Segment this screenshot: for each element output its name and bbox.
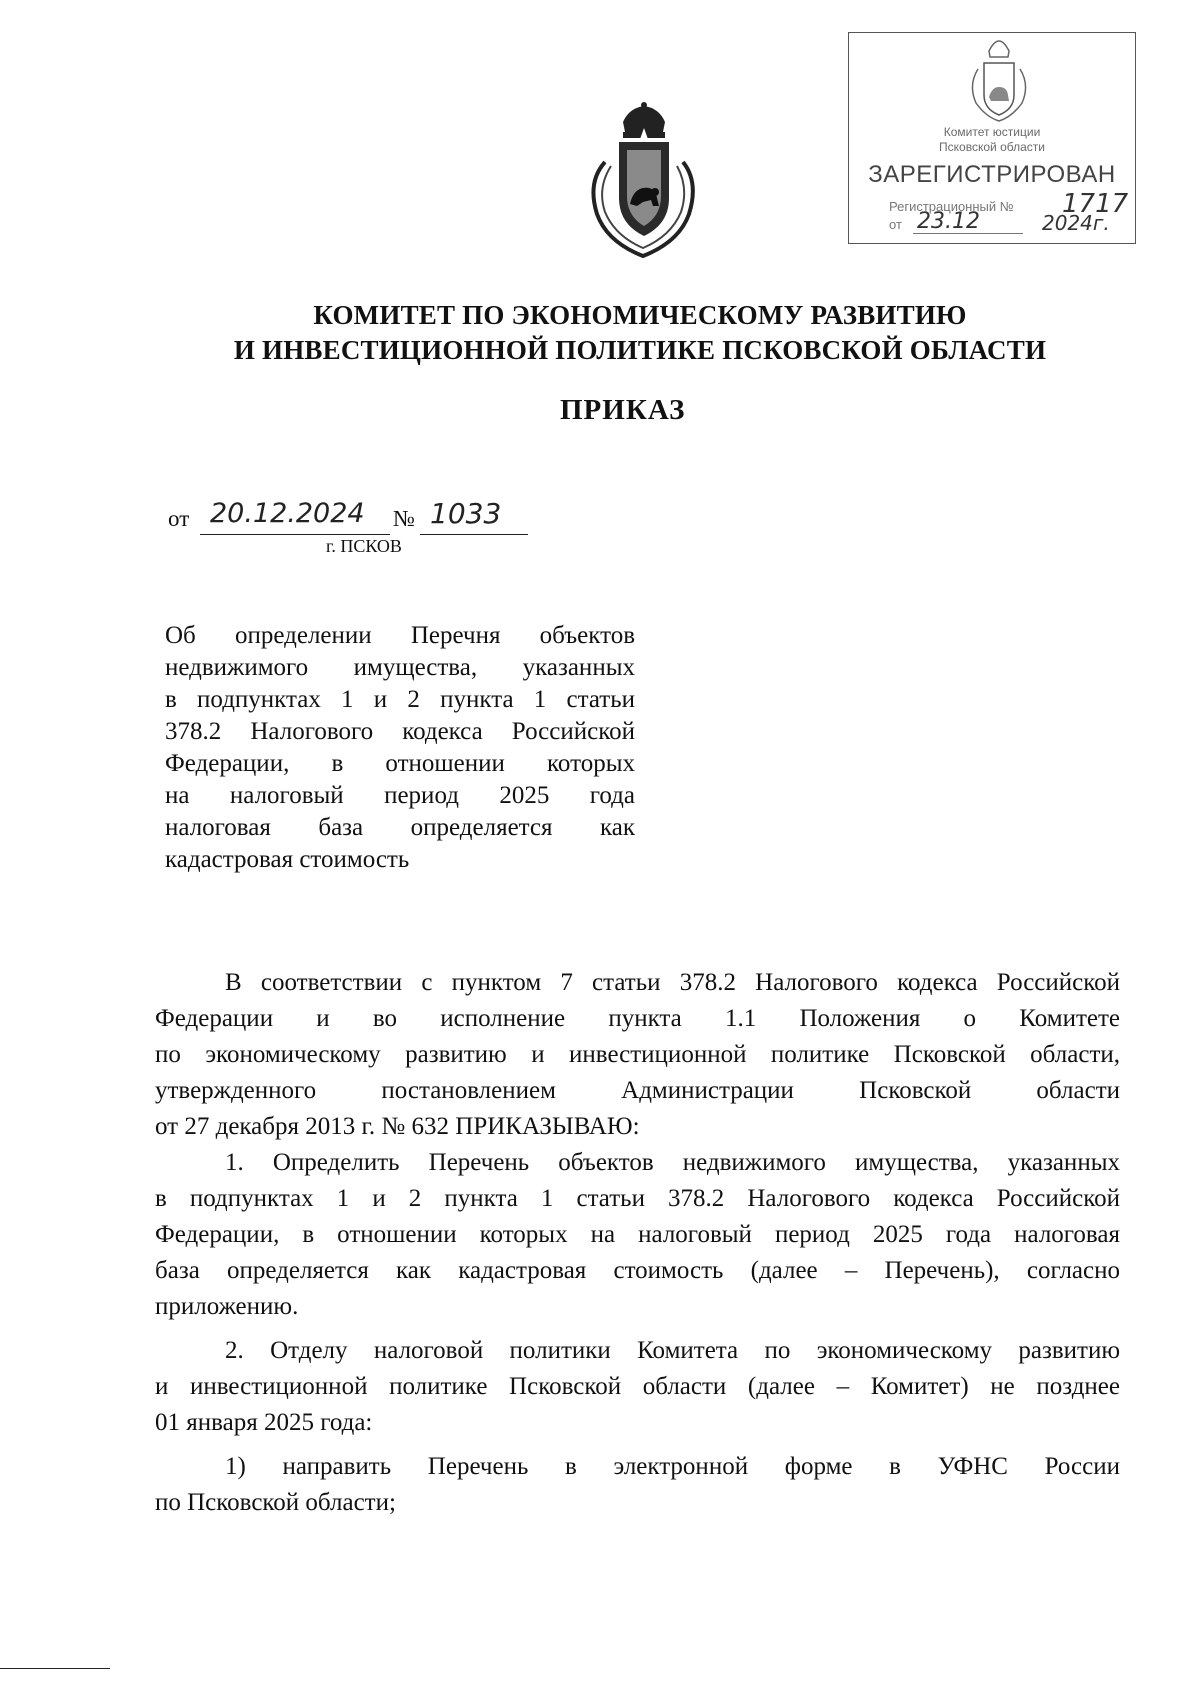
stamp-reg-number: 1717 <box>1062 189 1129 219</box>
subject-line: 378.2 Налогового кодекса Российской <box>165 718 635 745</box>
body-line: Федерации, в отношении которых на налоговый период 2025 года налоговая <box>155 1221 1120 1248</box>
organization-name-line2: И ИНВЕСТИЦИОННОЙ ПОЛИТИКЕ ПСКОВСКОЙ ОБЛАСТИ <box>233 335 1047 365</box>
body-line: по Псковской области; <box>155 1489 396 1516</box>
body-line: и инвестиционной политике Псковской области (далее – Комитет) не позднее <box>155 1373 1120 1400</box>
body-line: утвержденного постановлением Администрации Псковской области <box>155 1077 1120 1104</box>
number-sign: № <box>393 506 415 531</box>
date-label: от <box>168 506 190 531</box>
body-line: 2. Отделу налоговой политики Комитета по экономическому развитию <box>225 1337 1120 1364</box>
body-line: В соответствии с пунктом 7 статьи 378.2 Налогового кодекса Российской <box>225 969 1120 996</box>
body-line: 01 января 2025 года: <box>155 1409 373 1436</box>
body-line: приложению. <box>155 1293 299 1320</box>
body-line: база определяется как кадастровая стоимость (далее – Перечень), согласно <box>155 1257 1120 1284</box>
item-2-1-paragraph <box>155 1449 1120 1521</box>
stamp-org-line1: Комитет юстиции <box>943 125 1041 139</box>
organization-name-line1: КОМИТЕТ ПО ЭКОНОМИЧЕСКОМУ РАЗВИТИЮ <box>313 300 967 330</box>
body-line: 1. Определить Перечень объектов недвижимого имущества, указанных <box>225 1149 1120 1176</box>
item-1-paragraph <box>155 1145 1120 1325</box>
stamp-date: 23.12 <box>917 209 980 234</box>
stamp-reg-label: Регистрационный № <box>889 199 1014 214</box>
order-subject <box>165 620 635 876</box>
stamp-status: ЗАРЕГИСТРИРОВАН <box>868 161 1116 188</box>
subject-line: кадастровая стоимость <box>165 846 410 873</box>
order-date: 20.12.2024 <box>210 498 365 529</box>
body-line: от 27 декабря 2013 г. № 632 ПРИКАЗЫВАЮ: <box>155 1113 640 1140</box>
preamble-paragraph <box>155 965 1120 1145</box>
subject-line: недвижимого имущества, указанных <box>165 654 635 681</box>
stamp-org-line2: Псковской области <box>939 140 1045 154</box>
registration-stamp <box>848 32 1136 244</box>
number-underline <box>420 534 528 535</box>
body-line: 1) направить Перечень в электронной форме в УФНС России <box>225 1453 1120 1480</box>
body-line: в подпунктах 1 и 2 пункта 1 статьи 378.2 Налогового кодекса Российской <box>155 1185 1120 1212</box>
document-type: ПРИКАЗ <box>560 394 686 426</box>
subject-line: налоговая база определяется как <box>165 814 635 841</box>
coat-of-arms-icon <box>583 102 705 260</box>
date-underline <box>200 534 390 535</box>
body-line: Федерации и во исполнение пункта 1.1 Положения о Комитете <box>155 1005 1120 1032</box>
body-line: по экономическому развитию и инвестиционной политике Псковской области, <box>155 1041 1120 1068</box>
stamp-date-label: от <box>889 217 902 232</box>
subject-line: в подпунктах 1 и 2 пункта 1 статьи <box>165 686 635 713</box>
order-number: 1033 <box>430 497 502 530</box>
stamp-date-underline <box>913 233 1023 234</box>
subject-line: на налоговый период 2025 года <box>165 782 635 809</box>
subject-line: Федерации, в отношении которых <box>165 750 635 777</box>
item-2-paragraph <box>155 1333 1120 1441</box>
subject-line: Об определении Перечня объектов <box>165 622 635 649</box>
order-body <box>155 965 1120 1521</box>
footnote-divider <box>0 1668 110 1669</box>
stamp-emblem-icon <box>964 37 1034 123</box>
stamp-year: 2024г. <box>1042 211 1110 235</box>
city: г. ПСКОВ <box>326 536 402 556</box>
